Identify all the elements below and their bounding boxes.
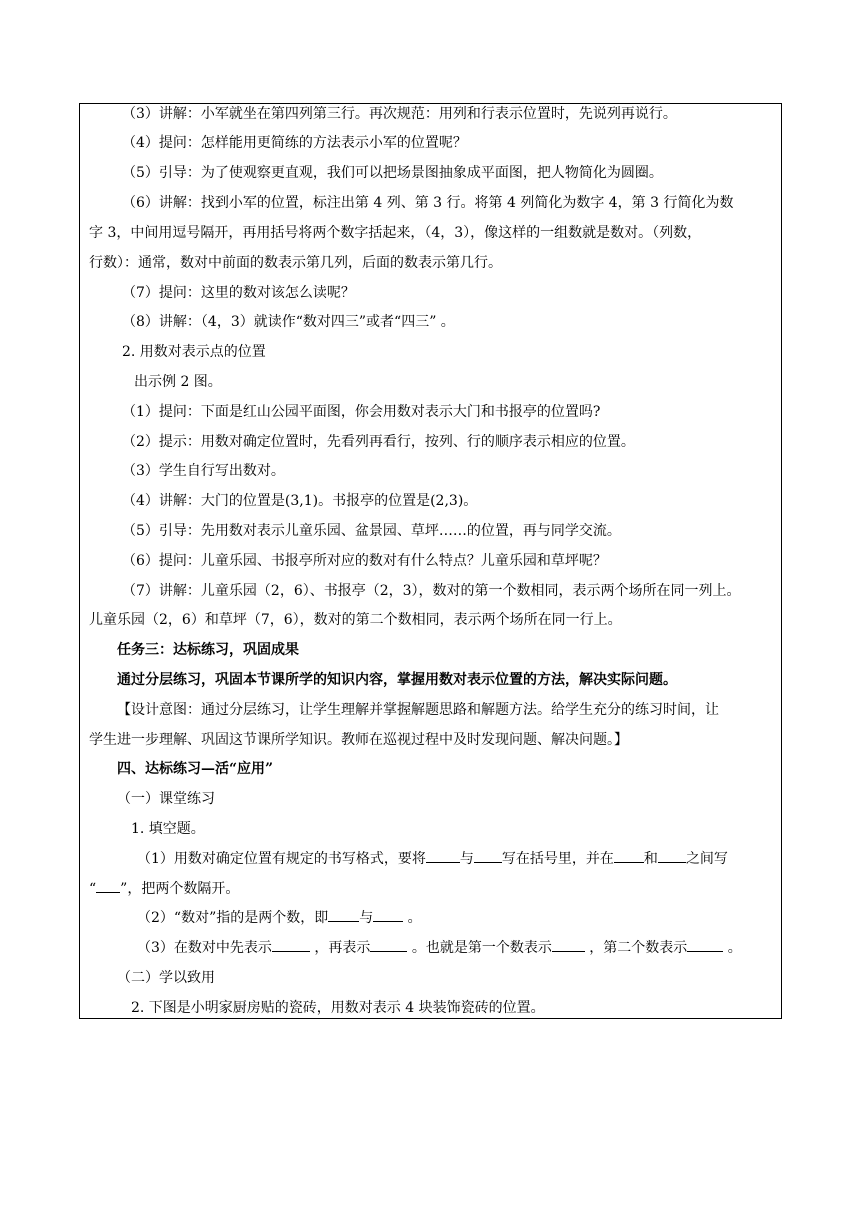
text-line-7: （7）提问：这里的数对该怎么读呢？ [122,285,355,301]
text-line-4: （6）讲解：找到小军的位置，标注出第 4 列、第 3 行。将第 4 列简化为数字 4，第 3 行简化为数 [122,195,734,211]
subheading-apply: （二）学以致用 [117,970,215,986]
answer-blank[interactable] [96,881,120,893]
fill-question-1: （1）用数对确定位置有规定的书写格式，要将 与 写在括号里，并在 和 之间写 [137,851,728,867]
answer-blank[interactable] [370,940,407,952]
answer-blank[interactable] [552,940,585,952]
fill-question-2: （2）“数对”指的是两个数，即 与 。 [137,910,422,926]
fill-question-3: （3）在数对中先表示 ，再表示 。也就是第一个数表示 ，第二个数表示 。 [137,940,742,956]
answer-blank[interactable] [658,851,686,863]
text-line-8: （8）讲解：（4，3）就读作“数对四三”或者“四三” 。 [122,314,455,330]
text-line-17: （7）讲解：儿童乐园（2，6）、书报亭（2，3），数对的第一个数相同，表示两个场所在同一列上。 [122,583,741,599]
design-intent-line-1: 【设计意图：通过分层练习，让学生理解并掌握解题思路和解题方法。给学生充分的练习时间，让 [117,702,719,718]
text-line-5: 字 3，中间用逗号隔开，再用括号将两个数字括起来，（4，3），像这样的一组数就是数对。（列数， [89,225,702,241]
answer-blank[interactable] [272,940,310,952]
answer-blank[interactable] [474,851,502,863]
text-line-16: （6）提问：儿童乐园、书报亭所对应的数对有什么特点？儿童乐园和草坪呢？ [122,553,607,569]
task-heading: 任务三：达标练习，巩固成果 [117,642,299,658]
answer-blank[interactable] [373,910,403,922]
text-line-1: （3）讲解：小军就坐在第四列第三行。再次规范：用列和行表示位置时，先说列再说行。 [122,106,677,122]
text-line-10: 出示例 2 图。 [134,374,222,390]
answer-blank[interactable] [328,910,359,922]
text-line-14: （4）讲解：大门的位置是(3,1)。书报亭的位置是(2,3)。 [122,493,478,509]
answer-blank[interactable] [687,940,723,952]
question-fill-blank: 1. 填空题。 [131,821,205,837]
question-tiles: 2. 下图是小明家厨房贴的瓷砖，用数对表示 4 块装饰瓷砖的位置。 [131,1000,545,1016]
section-heading-4: 四、达标练习—活“应用” [117,761,274,777]
text-line-6: 行数）：通常，数对中前面的数表示第几列，后面的数表示第几行。 [89,255,502,271]
text-line-12: （2）提示：用数对确定位置时，先看列再看行，按列、行的顺序表示相应的位置。 [122,434,635,450]
text-line-3: （5）引导：为了使观察更直观，我们可以把场景图抽象成平面图，把人物简化为圆圈。 [122,165,663,181]
text-line-18: 儿童乐园（2，6）和草坪（7，6），数对的第二个数相同，表示两个场所在同一行上。 [89,612,622,628]
text-line-2: （4）提问：怎样能用更简练的方法表示小军的位置呢？ [122,135,467,151]
text-line-11: （1）提问：下面是红山公园平面图，你会用数对表示大门和书报亭的位置吗? [122,404,601,420]
answer-blank[interactable] [426,851,460,863]
subheading-classroom: （一）课堂练习 [117,791,215,807]
section-heading-2: 2. 用数对表示点的位置 [122,344,266,360]
task-goal: 通过分层练习，巩固本节课所学的知识内容，掌握用数对表示位置的方法，解决实际问题。 [117,672,677,688]
text-line-15: （5）引导：先用数对表示儿童乐园、盆景园、草坪……的位置，再与同学交流。 [122,523,621,539]
text-line-13: （3）学生自行写出数对。 [122,463,285,479]
answer-blank[interactable] [614,851,644,863]
fill-question-1-cont: “ ”，把两个数隔开。 [89,881,240,897]
design-intent-line-2: 学生进一步理解、巩固这节课所学知识。教师在巡视过程中及时发现问题、解决问题。】 [89,732,628,748]
